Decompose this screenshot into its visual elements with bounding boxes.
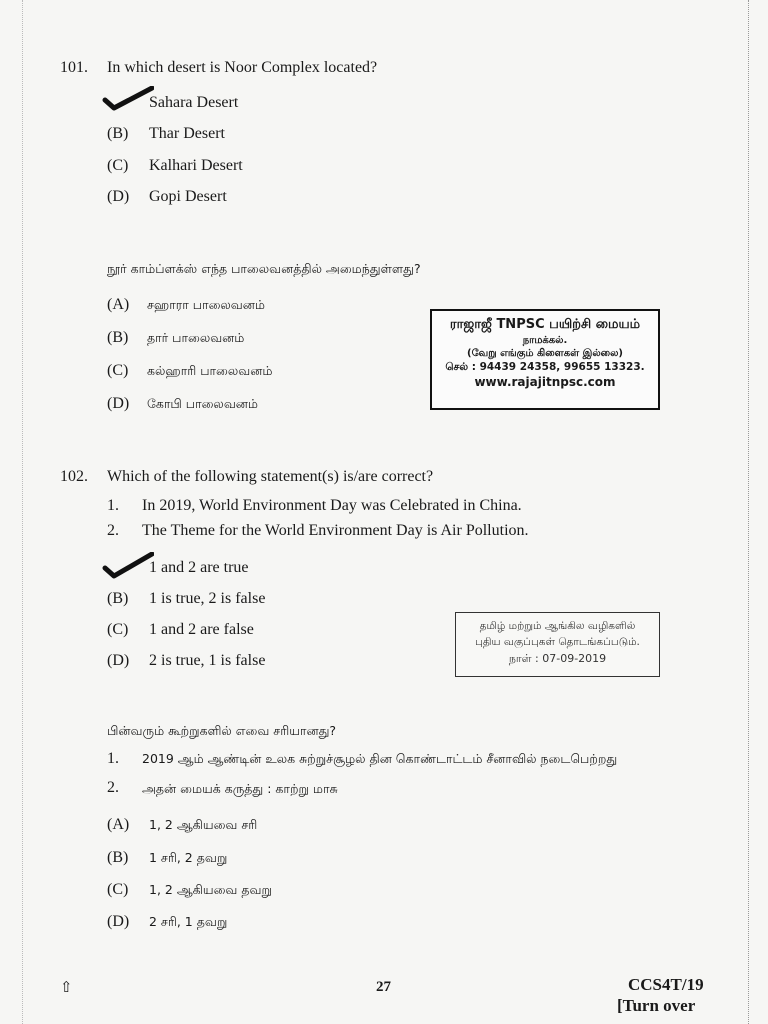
- paper-code: CCS4T/19: [628, 975, 704, 994]
- q101-option-b-en: Thar Desert: [149, 125, 225, 142]
- q102-option-b-en: 1 is true, 2 is false: [149, 590, 266, 607]
- q101-number: 101.: [60, 59, 88, 76]
- institute-stamp: [430, 309, 660, 410]
- q102-statement-1-en: In 2019, World Environment Day was Celebrated in China.: [142, 497, 522, 514]
- page-number: 27: [376, 979, 391, 995]
- scan-margin-left: [22, 0, 23, 1024]
- q102-question-en: Which of the following statement(s) is/are correct?: [107, 468, 434, 485]
- q102-statement-1-ta: 2019 ஆம் ஆண்டின் உலக சுற்றுச்சூழல் தின கொண்டாட்டம் சீனாவில் நடைபெற்றது: [142, 751, 618, 766]
- q101-option-d-label: (D): [107, 188, 130, 205]
- q101-option-b-ta-label: (B): [107, 329, 129, 346]
- stamp-phone: செல் : 94439 24358, 99655 13323.: [445, 361, 645, 373]
- q101-option-a-ta: சஹாரா பாலைவனம்: [147, 297, 265, 312]
- q102-option-c-ta: 1, 2 ஆகியவை தவறு: [149, 882, 272, 897]
- turn-over-label: [Turn over: [617, 996, 696, 1015]
- stamp-institute-name: ராஜாஜீ TNPSC பயிற்சி மையம்: [449, 317, 641, 332]
- q102-statement-1-num: 1.: [107, 497, 119, 514]
- q102-question-ta: பின்வரும் கூற்றுகளில் எவை சரியானது?: [107, 723, 337, 738]
- q102-number: 102.: [60, 468, 88, 485]
- q102-option-b-ta: 1 சரி, 2 தவறு: [149, 850, 228, 865]
- stamp-no-branches: (வேறு எங்கும் கிளைகள் இல்லை): [467, 348, 623, 359]
- q102-statement-2-ta-num: 2.: [107, 779, 119, 796]
- q102-option-b-ta-label: (B): [107, 849, 129, 866]
- footer-symbol-icon: ⇧: [60, 980, 73, 996]
- q102-option-a-ta: 1, 2 ஆகியவை சரி: [149, 817, 258, 832]
- q102-statement-1-ta-num: 1.: [107, 750, 119, 767]
- q101-option-c-ta: கல்ஹாரி பாலைவனம்: [147, 363, 273, 378]
- q101-option-b-label: (B): [107, 125, 129, 142]
- q102-statement-2-en: The Theme for the World Environment Day is Air Pollution.: [142, 522, 529, 539]
- q101-option-c-ta-label: (C): [107, 362, 129, 379]
- q102-option-a-label: [107, 559, 129, 577]
- q102-option-c-en: 1 and 2 are false: [149, 621, 254, 638]
- q102-option-c-label: (C): [107, 621, 129, 638]
- q102-statement-2-ta: அதன் மையக் கருத்து : காற்று மாசு: [142, 781, 338, 796]
- q102-option-a-ta-label: (A): [107, 816, 130, 833]
- q102-option-d-ta-label: (D): [107, 913, 130, 930]
- stamp-class-date: நாள் : 07-09-2019: [508, 652, 607, 665]
- stamp-website: www.rajajitnpsc.com: [474, 375, 616, 389]
- stamp-town: நாமக்கல்.: [522, 335, 568, 346]
- q102-option-a-en: 1 and 2 are true: [149, 559, 249, 576]
- scan-margin-right: [748, 0, 749, 1024]
- q102-option-b-label: (B): [107, 590, 129, 607]
- q101-option-a-ta-label: (A): [107, 296, 130, 313]
- q102-option-d-label: (D): [107, 652, 130, 669]
- q101-option-c-en: Kalhari Desert: [149, 157, 243, 174]
- q102-option-d-en: 2 is true, 1 is false: [149, 652, 266, 669]
- q101-option-d-ta-label: (D): [107, 395, 130, 412]
- q101-option-d-ta: கோபி பாலைவனம்: [147, 396, 258, 411]
- q101-option-a-en: Sahara Desert: [149, 94, 239, 111]
- q101-question-en: In which desert is Noor Complex located?: [107, 59, 378, 76]
- q101-option-b-ta: தார் பாலைவனம்: [147, 330, 245, 345]
- q101-option-a-label: [107, 94, 129, 112]
- q101-option-c-label: (C): [107, 157, 129, 174]
- class-announcement-stamp: [455, 612, 660, 677]
- q102-option-d-ta: 2 சரி, 1 தவறு: [149, 914, 228, 929]
- q102-statement-2-num: 2.: [107, 522, 119, 539]
- q101-option-d-en: Gopi Desert: [149, 188, 227, 205]
- stamp-class-line2: புதிய வகுப்புகள் தொடங்கப்படும்.: [475, 636, 640, 648]
- q102-option-c-ta-label: (C): [107, 881, 129, 898]
- q101-question-ta: நூர் காம்ப்ளக்ஸ் எந்த பாலைவனத்தில் அமைந்துள்ளது?: [107, 261, 421, 276]
- stamp-class-line1: தமிழ் மற்றும் ஆங்கில வழிகளில்: [479, 620, 636, 632]
